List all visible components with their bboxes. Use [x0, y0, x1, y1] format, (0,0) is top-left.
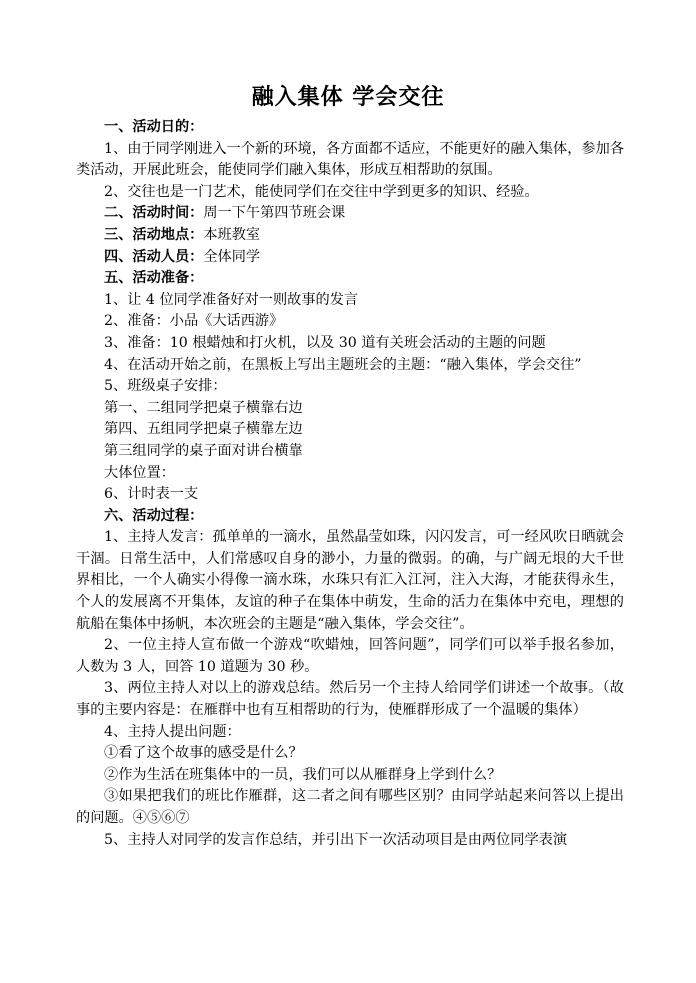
paragraph: 3、准备：10 根蜡烛和打火机，以及 30 道有关班会活动的主题的问题: [104, 334, 546, 351]
paragraph: 2、一位主持人宣布做一个游戏“吹蜡烛，回答问题”，同学们可以举手报名参加，人数为 3 人，回答 10 道题为 30 秒。: [76, 637, 624, 675]
section-heading-place: [76, 225, 624, 247]
section-heading-process: 六、活动过程：: [104, 507, 204, 524]
paragraph: 3、两位主持人对以上的游戏总结。然后另一个主持人给同学们讲述一个故事。（故事的主要内容是：在雁群中也有互相帮助的行为，使雁群形成了一个温暖的集体）: [76, 680, 624, 719]
section-heading-goal: 一、活动日的：: [104, 119, 204, 135]
section-label: 二、活动时间：: [104, 205, 204, 222]
section-heading-time: [76, 203, 624, 225]
section-value: 全体同学: [203, 248, 261, 265]
page-title: 融入集体 学会交往: [251, 84, 445, 110]
section-label: 三、活动地点：: [104, 226, 204, 243]
paragraph: 2、交往也是一门艺术，能使同学们在交往中学到更多的知识、经验。: [104, 183, 539, 200]
paragraph: 1、由于同学刚进入一个新的环境，各方面都不适应，不能更好的融入集体，参加各类活动，开展此班会，能使同学们融入集体，形成互相帮助的氛围。: [76, 140, 624, 179]
paragraph: 大体位置：: [104, 464, 175, 481]
paragraph: ③如果把我们的班比作雁群，这二者之间有哪些区别？由同学站起来问答以上提出的问题。④⑤⑥⑦: [76, 788, 624, 826]
paragraph: 第一、二组同学把桌子横靠右边: [104, 399, 303, 416]
paragraph: 4、主持人提出问题：: [104, 723, 241, 740]
section-label: 四、活动人员：: [104, 248, 204, 265]
paragraph: 第三组同学的桌子面对讲台横靠: [104, 442, 303, 459]
paragraph: 2、准备：小品《大话西游》: [104, 313, 284, 330]
paragraph: 4、在活动开始之前，在黑板上写出主题班会的主题：“融入集体，学会交往”: [104, 356, 582, 373]
paragraph: 第四、五组同学把桌子横靠左边: [104, 421, 303, 438]
section-value: 周一下午第四节班会课: [203, 205, 346, 222]
section-value: 本班教室: [203, 226, 261, 243]
document-body: [76, 117, 624, 851]
paragraph: 1、让 4 位同学准备好对一则故事的发言: [104, 291, 359, 308]
section-heading-prep: 五、活动准备：: [104, 270, 204, 287]
paragraph: 1、主持人发言：孤单单的一滴水，虽然晶莹如珠，闪闪发言，可一经风吹日晒就会干涸。日常生活中，人们常感叹自身的渺小，力量的微弱。的确，与广阔无垠的大千世界相比，一个人确实小得像一滴水珠，水珠只有汇入江河，注入大海，才能获得永生，个人的发展离不开集体，友谊的种子在集体中萌发，生命的活力在集体中充电，理想的航船在集体中扬帆，本次班会的主题是“融入集体，学会交往”。: [76, 529, 624, 632]
paragraph: ②作为生活在班集体中的一员，我们可以从雁群身上学到什么？: [104, 766, 502, 783]
paragraph: 6、计时表一支: [104, 486, 199, 503]
paragraph: ①看了这个故事的感受是什么？: [104, 745, 303, 762]
paragraph: 5、班级桌子安排：: [104, 378, 227, 395]
section-heading-people: [76, 247, 624, 269]
paragraph: 5、主持人对同学的发言作总结，并引出下一次活动项目是由两位同学表演: [104, 831, 568, 848]
